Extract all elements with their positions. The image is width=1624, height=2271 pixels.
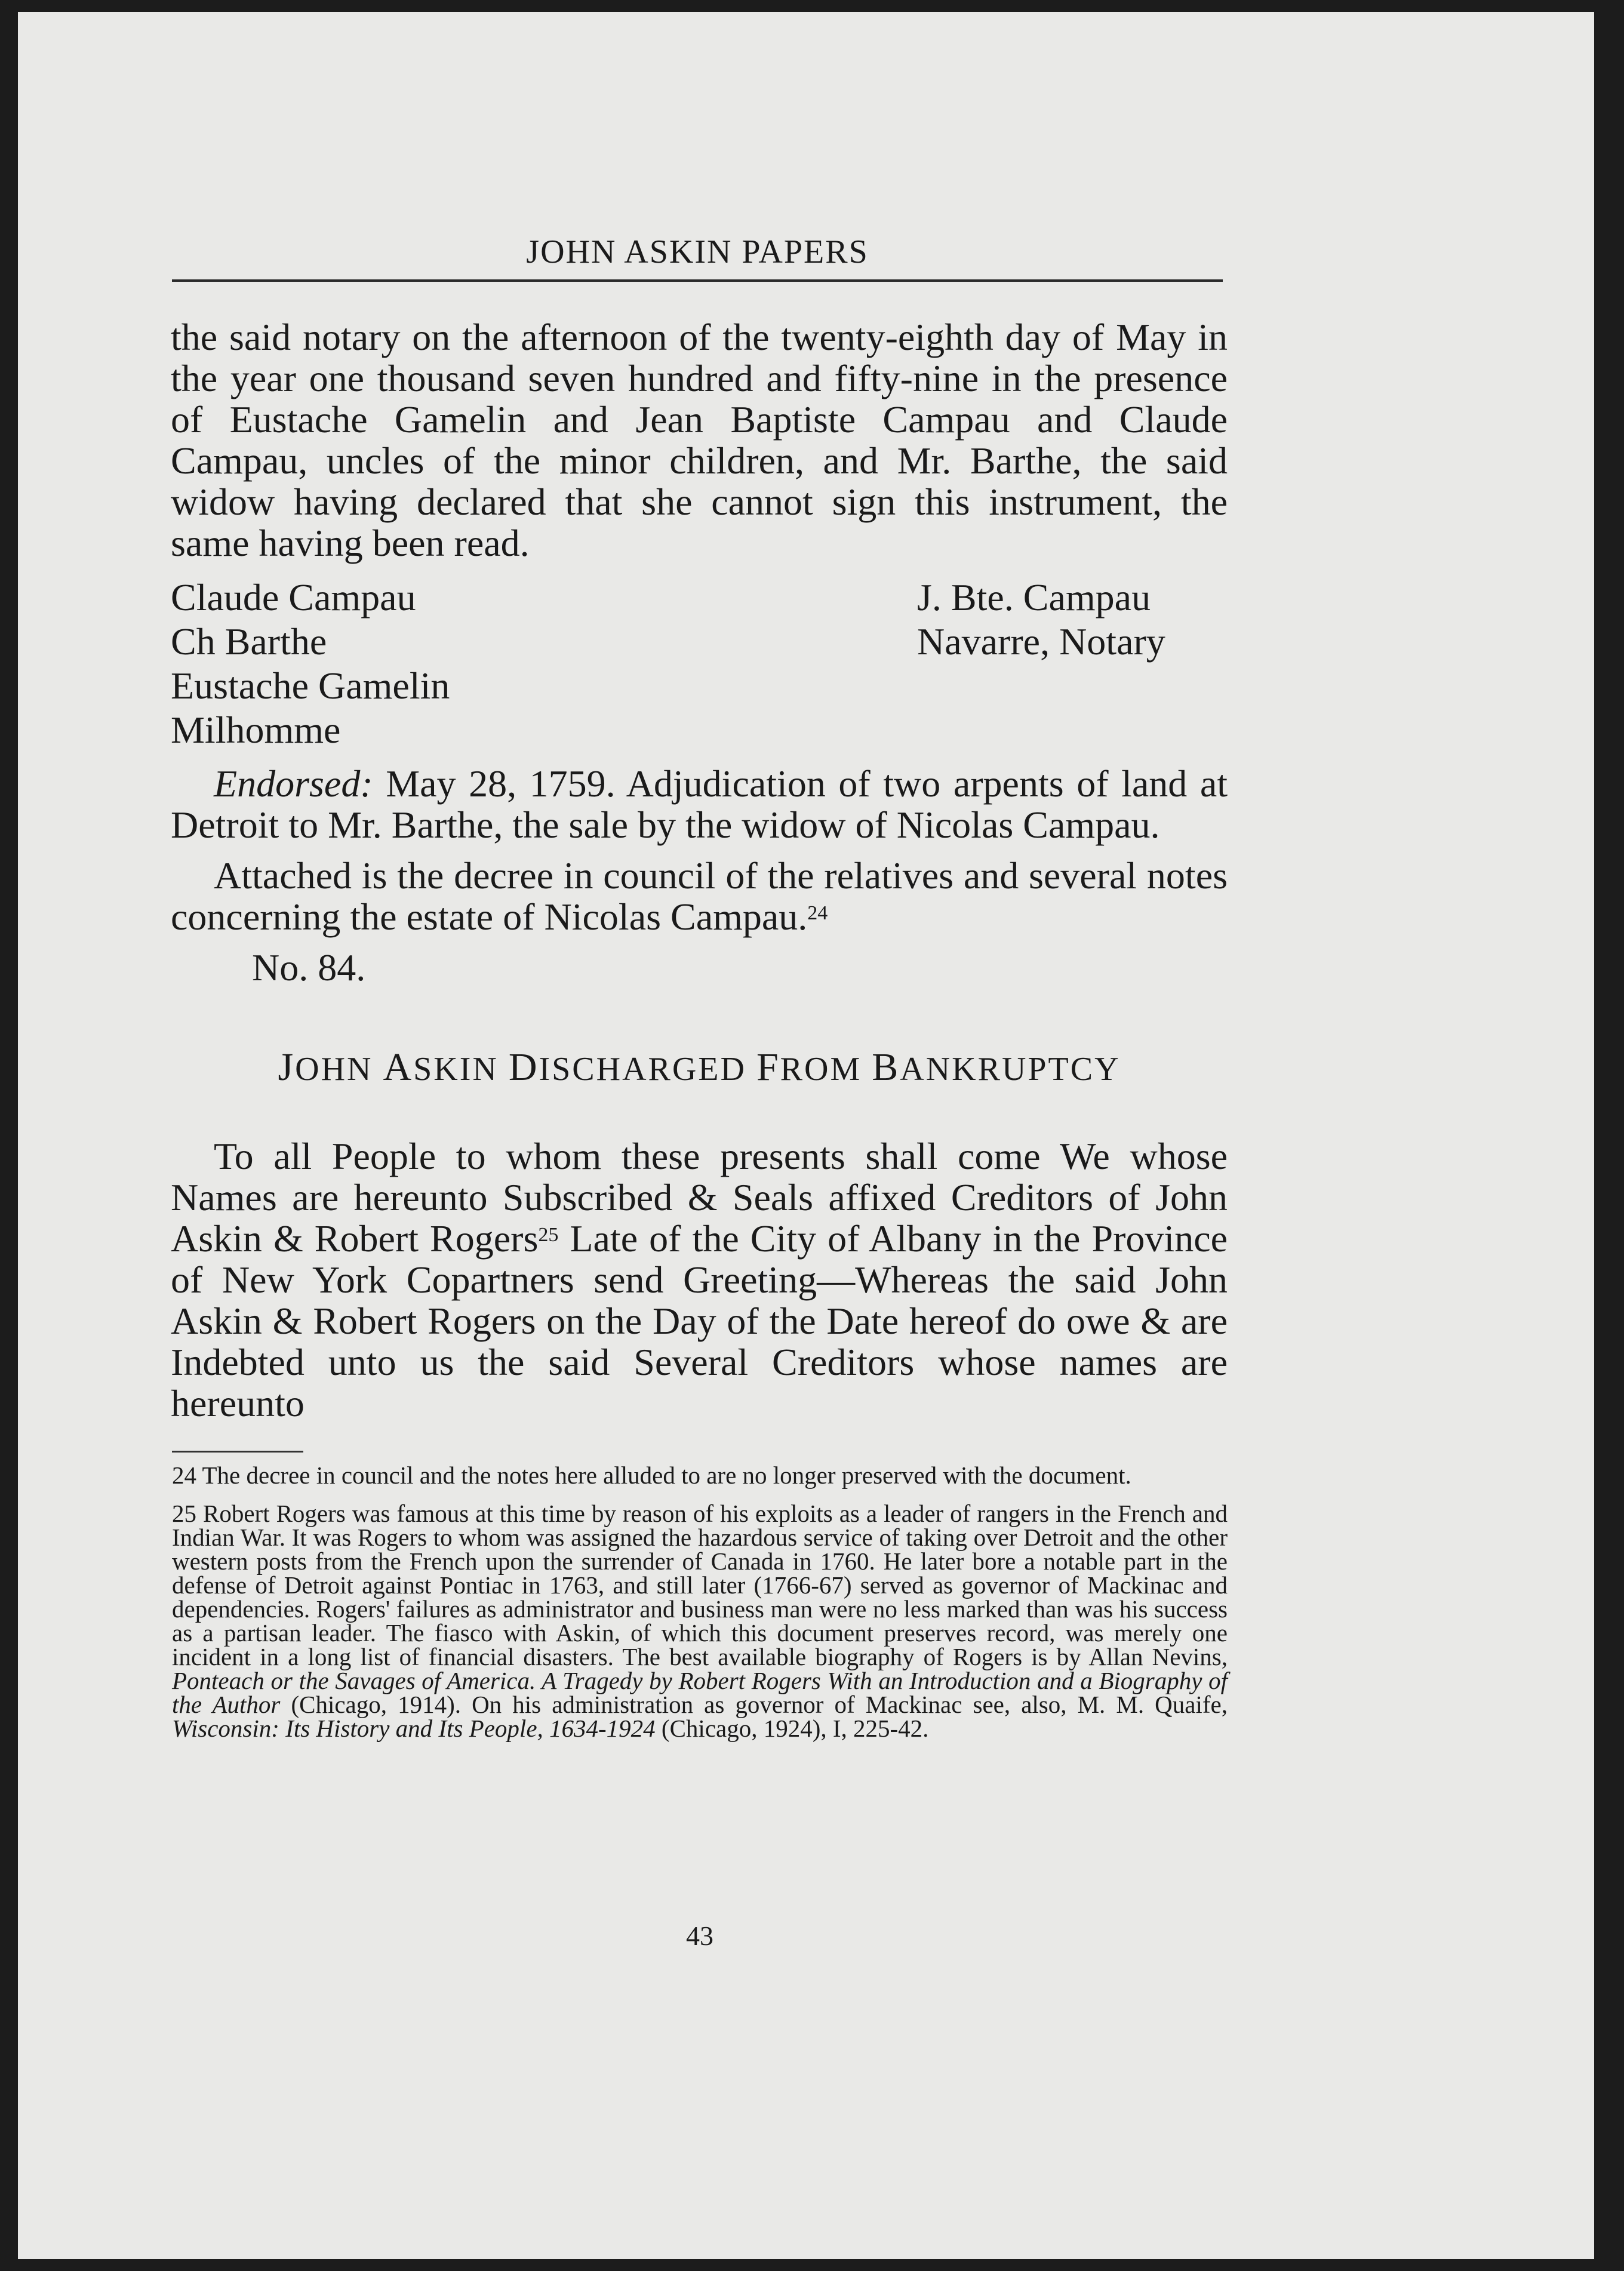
signature-line: Navarre, Notary bbox=[917, 620, 1165, 663]
footnote-25: 25 Robert Rogers was famous at this time by reason of his exploits as a leader of rangers in the French and Indian War. It was Rogers to whom was assigned the hazardous service of taking over Detroit and the other western posts from the French upon the surrender of Canada in 1760. He later bore a notable part in the defense of Detroit against Pontiac in 1763, and still later (1766-67) served as governor of Mackinac and dependencies. Rogers' failures as administrator and business man were no less marked than was his success as a partisan leader. The fiasco with Askin, of which this document preserves record, was merely one incident in a long list of financial disasters. The best available biography of Rogers is by Allan Nevins, Ponteach or the Savages of America. A Tragedy by Robert Rogers With an Introduction and a Biography of the Author (Chicago, 1914). On his administration as governor of Mackinac see, also, M. M. Quaife, Wisconsin: Its History and Its People, 1634-1924 (Chicago, 1924), I, 225-42. bbox=[172, 1500, 1228, 1742]
signatures-left bbox=[171, 577, 450, 753]
paragraph-notary: the said notary on the afternoon of the twenty-eighth day of May in the year one thousand seven hundred and fifty-nine in the presence of Eustache Gamelin and Jean Baptiste Campau and Claude Campau, uncles of the minor children, and Mr. Barthe, the said widow having declared that she cannot sign this instrument, the same having been read. bbox=[171, 316, 1228, 564]
paragraph-attached bbox=[171, 855, 1228, 937]
signature-line: Ch Barthe bbox=[171, 620, 327, 663]
signature-line: Eustache Gamelin bbox=[171, 664, 450, 707]
endorsed-text: May 28, 1759. Adjudication of two arpents of land at Detroit to Mr. Barthe, the sale by the widow of Nicolas Campau. bbox=[171, 762, 1228, 846]
signature-line: J. Bte. Campau bbox=[917, 576, 1151, 618]
book-page bbox=[18, 12, 1594, 2259]
running-head: JOHN ASKIN PAPERS bbox=[172, 233, 1223, 282]
page-number: 43 bbox=[686, 1921, 713, 1951]
paragraph-endorsed bbox=[171, 763, 1228, 845]
document-number: No. 84. bbox=[252, 946, 366, 989]
main-text bbox=[171, 316, 1228, 1424]
footnote-24: 24 The decree in council and the notes here alluded to are no longer preserved with the document. bbox=[172, 1461, 1131, 1489]
signature-line: Claude Campau bbox=[171, 576, 416, 618]
attached-text: Attached is the decree in council of the relatives and several notes concerning the estate of Nicolas Campau. bbox=[171, 854, 1228, 938]
footnotes bbox=[172, 1451, 1228, 1740]
footnote-ref-25[interactable]: 25 bbox=[538, 1224, 559, 1246]
signature-line: Milhomme bbox=[171, 709, 341, 751]
footnote-ref-24[interactable]: 24 bbox=[807, 902, 828, 924]
footnote-rule bbox=[172, 1451, 303, 1453]
signature-block bbox=[171, 577, 1228, 753]
endorsed-label: Endorsed: bbox=[214, 762, 373, 805]
signatures-right bbox=[917, 577, 1228, 753]
section-heading: JOHN ASKIN DISCHARGED FROM BANKRUPTCY bbox=[278, 1045, 1121, 1089]
paragraph-creditors: To all People to whom these presents shall come We whose Names are hereunto Subscribed & Seals affixed Creditors of John Askin & Robert Rogers$^{25}$ Late of the City of Albany in the Province of New York Copartners send Greeting—Whereas the said John Askin & Robert Rogers on the Day of the Date hereof do owe & are Indebted unto us the said Several Creditors whose names are hereunto bbox=[171, 1135, 1228, 1424]
